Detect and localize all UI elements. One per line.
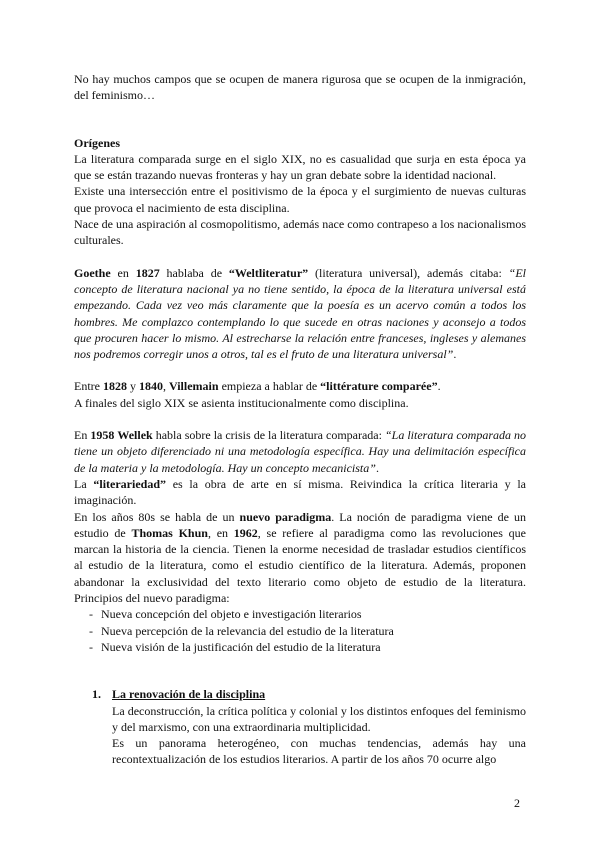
villemain-end: . — [437, 379, 441, 394]
dash-bullet: - — [89, 639, 93, 654]
villemain-year-1: 1828 — [103, 379, 127, 394]
villemain-term: “littérature comparée” — [320, 379, 438, 394]
section-1-title: La renovación de la disciplina — [112, 687, 266, 702]
paradigma-author: Thomas Khun — [131, 525, 208, 540]
paradigma-year: 1962 — [233, 525, 258, 540]
villemain-text-2: y — [127, 379, 139, 394]
wellek-paragraph — [74, 427, 526, 476]
villemain-name: Villemain — [169, 379, 219, 394]
paradigma-text-3: , en — [207, 525, 234, 540]
list-item-text: Nueva visión de la justificación del estudio de la literatura — [101, 639, 381, 654]
paradigma-paragraph — [74, 509, 526, 607]
origenes-heading — [74, 135, 526, 151]
list-item — [74, 606, 526, 622]
wellek-year: 1958 — [90, 428, 115, 443]
origenes-line-1: La literatura comparada surge en el siglo XIX, no es casualidad que surja en esta época ya que se están trazando nuevas fronteras y hay un gran debate sobre la identidad nacional. — [74, 151, 526, 183]
goethe-term: “Weltliteratur” — [228, 265, 309, 280]
literariedad-text-2: es la obra de arte en sí misma. Reivindica la crítica literaria y la imaginación. — [74, 476, 527, 508]
wellek-name: Wellek — [117, 428, 153, 443]
section-1-body — [74, 703, 526, 768]
paradigma-text-2: . La noción de paradigma viene de un estudio de — [74, 509, 526, 540]
goethe-year: 1827 — [135, 265, 160, 280]
paradigma-text-1: En los años 80s se habla de un — [74, 509, 240, 524]
principios-list — [74, 606, 526, 655]
intro-paragraph: No hay muchos campos que se ocupen de manera rigurosa que se ocupen de la inmigración, del feminismo… — [74, 72, 526, 103]
goethe-text-1: en — [110, 265, 136, 280]
villemain-year-2: 1840 — [139, 379, 163, 394]
goethe-name: Goethe — [74, 265, 111, 280]
literariedad-paragraph — [74, 476, 526, 509]
dash-bullet: - — [89, 607, 93, 622]
villemain-text-3: , — [163, 379, 169, 394]
paradigma-text-4: , se refiere al paradigma como las revoluciones que marcan la historia de la ciencia. Tienen la enorme necesidad de trasladar estudios científicos al estudio de la literatura, como el estudio científico de la literatura. Además, proponen abandonar la exclusividad del texto literario como objeto de estudio de la literatura. Principios del nuevo paradigma: — [74, 525, 527, 606]
villemain-paragraph — [74, 378, 526, 394]
goethe-text-2: hablaba de — [159, 265, 229, 280]
goethe-quote: “El concepto de literatura nacional ya no tiene sentido, la época de la literatura universal está empezando. Cada vez veo más claramente que la poesía es un acervo común a todos los hombres. Me complazco contemplando lo que sucede en otras naciones y aconsejo a todos que procuren hacer lo mismo. Al estrecharse la relación entre franceses, ingleses y alemanes nos podremos corregir unos a otros, tal es el fruto de una literatura universal” — [74, 265, 527, 362]
villemain-text-4: empieza a hablar de — [218, 379, 321, 394]
list-item-text: Nueva concepción del objeto e investigación literarios — [101, 607, 362, 622]
origenes-line-3: Nace de una aspiración al cosmopolitismo, además nace como contrapeso a los nacionalismos culturales. — [74, 217, 526, 248]
villemain-text-1: Entre — [74, 379, 103, 394]
literariedad-text-1: La — [74, 476, 94, 491]
section-1-number: 1. — [92, 687, 101, 702]
paradigma-term: nuevo paradigma — [239, 509, 332, 524]
section-1-paragraph-1: La deconstrucción, la crítica política y colonial y los distintos enfoques del feminismo y del marxismo, con una extraordinaria multiplicidad. — [112, 703, 526, 734]
page-number: 2 — [514, 796, 520, 810]
goethe-text-3: (literatura universal), además citaba: — [308, 265, 509, 280]
list-item — [74, 639, 526, 655]
section-1-paragraph-2: Es un panorama heterogéneo, con muchas tendencias, además hay una recontextualización de los estudios literarios. A partir de los años 70 ocurre algo — [112, 736, 526, 767]
wellek-quote: “La literatura comparada no tiene un objeto diferenciado ni una metodología específica. Hay una delimitación específica de la materia y la metodología. Hay un concepto mecanicista” — [74, 428, 527, 475]
wellek-end: . — [375, 460, 379, 475]
list-item-text: Nueva percepción de la relevancia del estudio de la literatura — [101, 623, 394, 638]
document-page — [74, 71, 526, 768]
origenes-line-2: Existe una intersección entre el positivismo de la época y el surgimiento de nuevas culturas que provoca el nacimiento de esta disciplina. — [74, 184, 526, 215]
section-1-heading — [92, 686, 526, 702]
goethe-paragraph — [74, 265, 526, 363]
list-item — [74, 623, 526, 639]
literariedad-term: “literariedad” — [93, 476, 167, 491]
wellek-text-1: En — [74, 428, 91, 443]
villemain-line-2: A finales del siglo XIX se asienta institucionalmente como disciplina. — [74, 395, 409, 410]
goethe-end: . — [453, 347, 457, 362]
dash-bullet: - — [89, 623, 93, 638]
wellek-text-3: habla sobre la crisis de la literatura comparada: — [152, 428, 385, 443]
origenes-heading-text: Orígenes — [74, 135, 120, 150]
